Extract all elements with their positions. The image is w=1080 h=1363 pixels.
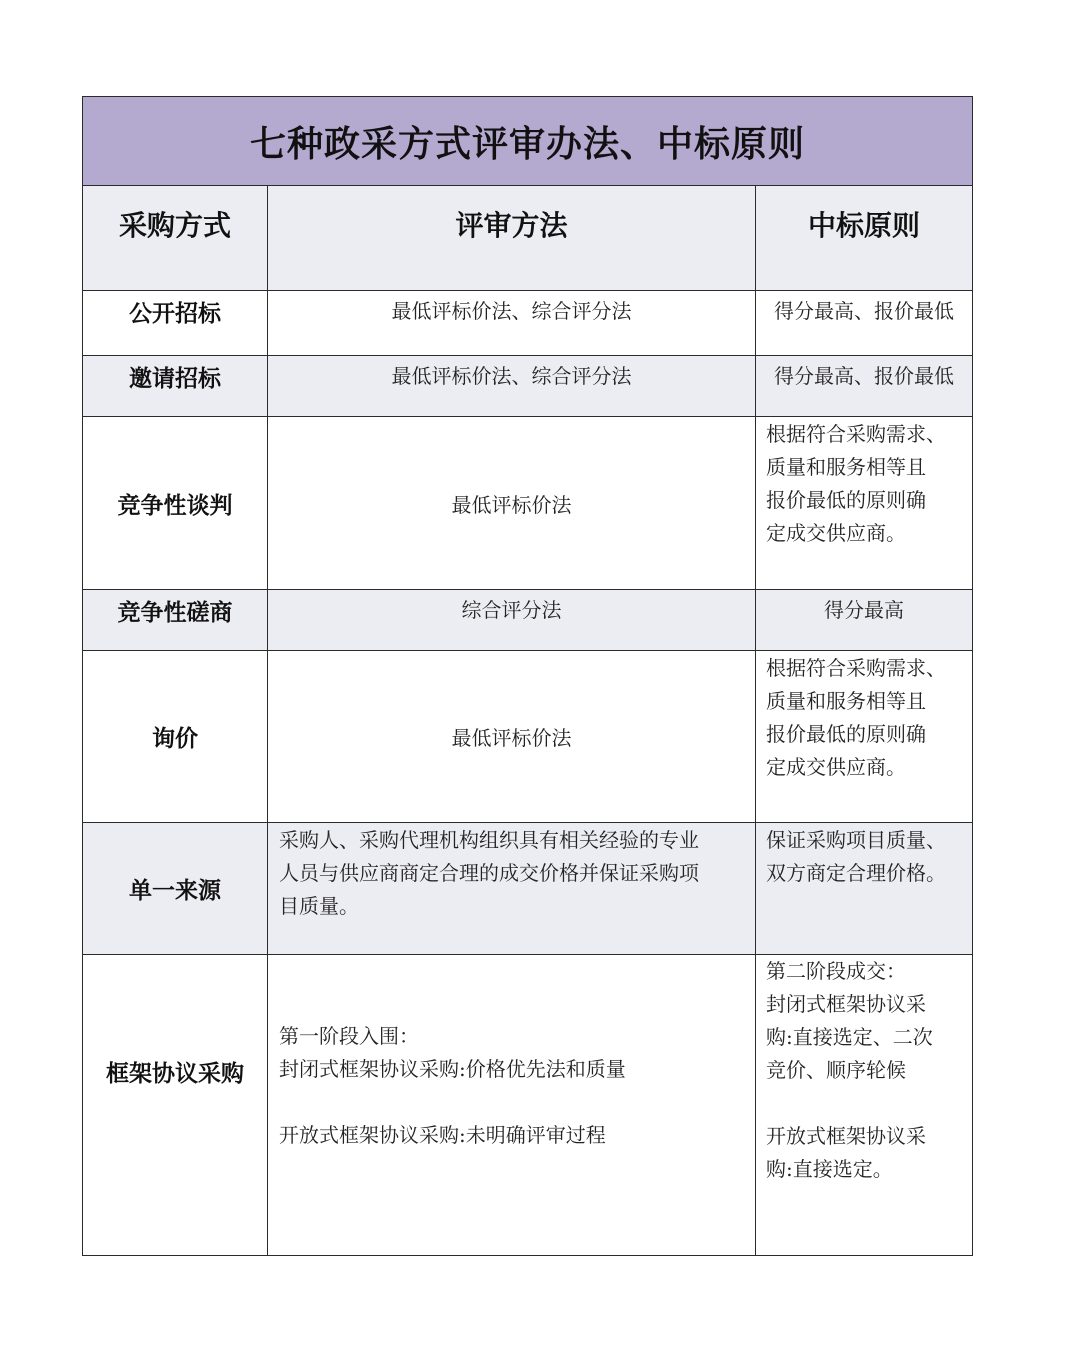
review-cell <box>268 955 756 1256</box>
text-line: 质量和服务相等且 <box>766 455 926 479</box>
text-line: 封闭式框架协议采 <box>766 992 926 1016</box>
text-line: 定成交供应商。 <box>766 521 906 545</box>
method-cell: 询价 <box>83 651 268 823</box>
table-row <box>83 291 973 356</box>
text-line: 保证采购项目质量、 <box>766 828 946 852</box>
principle-cell: 得分最高、报价最低 <box>756 356 973 417</box>
method-cell: 竞争性磋商 <box>83 590 268 651</box>
method-cell: 框架协议采购 <box>83 955 268 1256</box>
text-line: 根据符合采购需求、 <box>766 422 946 446</box>
text-line: 根据符合采购需求、 <box>766 656 946 680</box>
principle-cell <box>756 823 973 955</box>
principle-cell <box>756 955 973 1256</box>
table-row <box>83 823 973 955</box>
text-line: 第一阶段入围： <box>279 1024 419 1048</box>
header-row <box>83 186 973 291</box>
text-line: 报价最低的原则确 <box>766 488 926 512</box>
principle-text <box>766 418 962 550</box>
principle-text <box>766 955 962 1186</box>
text-line: 双方商定合理价格。 <box>766 861 946 885</box>
review-text <box>279 824 745 923</box>
method-cell: 邀请招标 <box>83 356 268 417</box>
text-line: 封闭式框架协议采购:价格优先法和质量 <box>279 1057 626 1081</box>
title-row <box>83 97 973 186</box>
principle-cell <box>756 417 973 590</box>
principle-cell <box>756 651 973 823</box>
review-cell: 最低评标价法 <box>268 651 756 823</box>
review-cell: 最低评标价法、综合评分法 <box>268 291 756 356</box>
spacer <box>279 1086 745 1119</box>
header-principle: 中标原则 <box>756 186 973 291</box>
review-cell <box>268 823 756 955</box>
table-row <box>83 417 973 590</box>
procurement-table <box>82 96 973 1256</box>
principle-cell: 得分最高 <box>756 590 973 651</box>
method-cell: 公开招标 <box>83 291 268 356</box>
method-cell: 单一来源 <box>83 823 268 955</box>
principle-text <box>766 824 962 890</box>
text-line: 开放式框架协议采 <box>766 1124 926 1148</box>
method-cell: 竞争性谈判 <box>83 417 268 590</box>
review-cell: 综合评分法 <box>268 590 756 651</box>
table-row <box>83 590 973 651</box>
page-title: 七种政采方式评审办法、中标原则 <box>83 97 973 186</box>
text-line: 质量和服务相等且 <box>766 689 926 713</box>
review-cell: 最低评标价法、综合评分法 <box>268 356 756 417</box>
text-line: 竞价、顺序轮候 <box>766 1058 906 1082</box>
principle-text <box>766 652 962 784</box>
review-text <box>279 1020 745 1152</box>
spacer <box>766 1087 962 1120</box>
text-line: 人员与供应商商定合理的成交价格并保证采购项 <box>279 861 699 885</box>
text-line: 购:直接选定。 <box>766 1157 893 1181</box>
header-method: 采购方式 <box>83 186 268 291</box>
table-row <box>83 955 973 1256</box>
header-review: 评审方法 <box>268 186 756 291</box>
text-line: 定成交供应商。 <box>766 755 906 779</box>
principle-cell: 得分最高、报价最低 <box>756 291 973 356</box>
text-line: 目质量。 <box>279 894 359 918</box>
text-line: 第二阶段成交： <box>766 959 906 983</box>
text-line: 购:直接选定、二次 <box>766 1025 933 1049</box>
text-line: 开放式框架协议采购:未明确评审过程 <box>279 1123 606 1147</box>
text-line: 采购人、采购代理机构组织具有相关经验的专业 <box>279 828 699 852</box>
table-row <box>83 651 973 823</box>
table-row <box>83 356 973 417</box>
text-line: 报价最低的原则确 <box>766 722 926 746</box>
review-cell: 最低评标价法 <box>268 417 756 590</box>
